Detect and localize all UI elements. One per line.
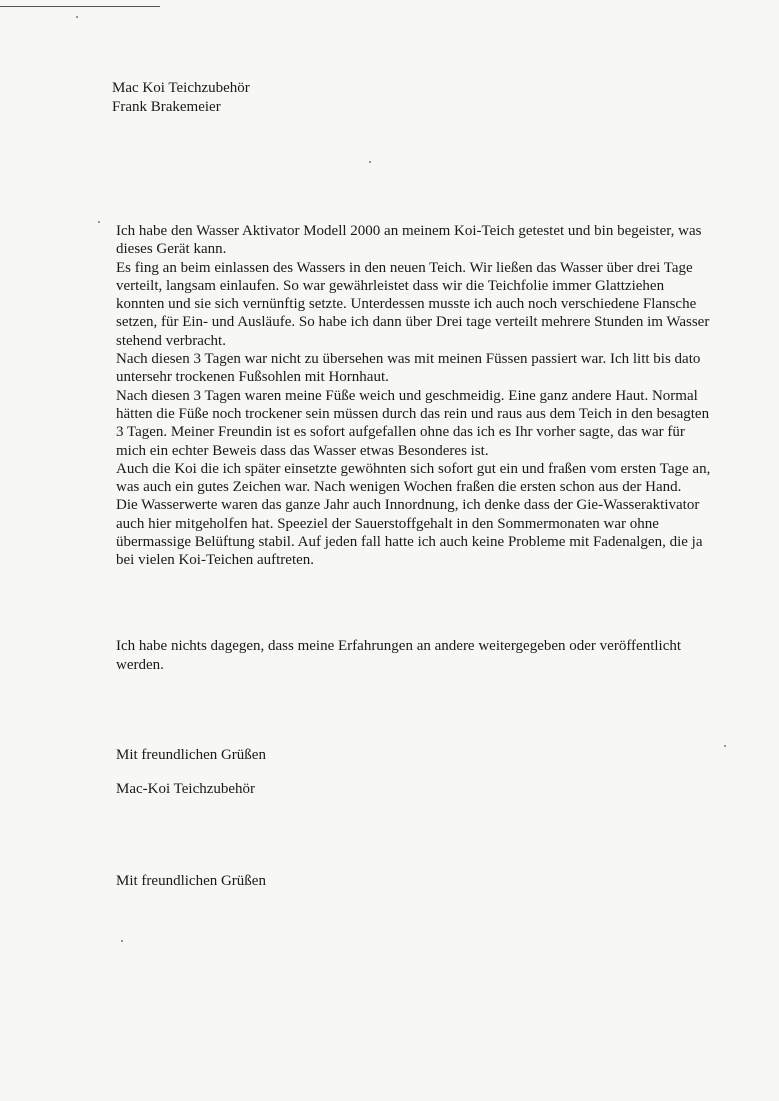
body-paragraph: Es fing an beim einlassen des Wassers in den neuen Teich. Wir ließen das Wasser über drei Tage verteilt, langsam einlaufen. So war gewährleistet dass wir die Teichfolie immer Glattziehen konnten und sie sich vernünftig setzte. Unterdessen musste ich auch noch verschiedene Flansche setzen, für Ein- und Ausläufe. So habe ich dann über Drei tage verteilt mehrere Stunden im Wasser stehend verbracht. (116, 259, 710, 349)
sender-block (112, 79, 250, 117)
scan-speck (98, 221, 100, 223)
closing-greeting: Mit freundlichen Grüßen (116, 747, 266, 763)
sender-company: Mac Koi Teichzubehör (112, 80, 250, 96)
body-paragraph: Nach diesen 3 Tagen waren meine Füße weich und geschmeidig. Eine ganz andere Haut. Normal hätten die Füße noch trockener sein müssen durch das rein und raus aus dem Teich in den besagten 3 Tagen. Meiner Freundin ist es sofort aufgefallen ohne das ich es Ihr vorher sagte, das war für mich ein echter Beweis dass das Wasser etwas Besonderes ist. (116, 387, 710, 459)
body-paragraph: Ich habe den Wasser Aktivator Modell 2000 an meinem Koi-Teich getestet und bin begeister, was dieses Gerät kann. (116, 223, 702, 258)
scan-speck (369, 161, 371, 163)
scan-speck (76, 16, 78, 18)
scan-edge-line (0, 6, 160, 7)
closing-greeting-second: Mit freundlichen Grüßen (116, 873, 266, 889)
sender-name: Frank Brakemeier (112, 99, 221, 115)
company-signature: Mac-Koi Teichzubehör (116, 781, 256, 797)
letter-body (116, 222, 716, 570)
body-paragraph: Auch die Koi die ich später einsetzte gewöhnten sich sofort gut ein und fraßen vom ersten Tage an, was auch ein gutes Zeichen war. Nach wenigen Wochen fraßen die ersten schon aus der Hand. (116, 460, 711, 496)
body-paragraph: Nach diesen 3 Tagen war nicht zu übersehen was mit meinen Füssen passiert war. Ich litt bis dato untersehr trockenen Fußsohlen mit Hornhaut. (116, 351, 701, 386)
scan-speck (724, 745, 726, 747)
body-paragraph: Die Wasserwerte waren das ganze Jahr auch Innordnung, ich denke dass der Gie-Wasseraktivator auch hier mitgeholfen hat. Speeziel der Sauerstoffgehalt in den Sommermonaten war ohne übermassige Belüftung stabil. Auf jeden fall hatte ich auch keine Probleme mit Fadenalgen, die ja bei vielen Koi-Teichen auftreten. (116, 497, 703, 569)
consent-statement: Ich habe nichts dagegen, dass meine Erfahrungen an andere weitergegeben oder veröffentlicht werden. (116, 638, 682, 673)
scan-speck (121, 940, 123, 942)
